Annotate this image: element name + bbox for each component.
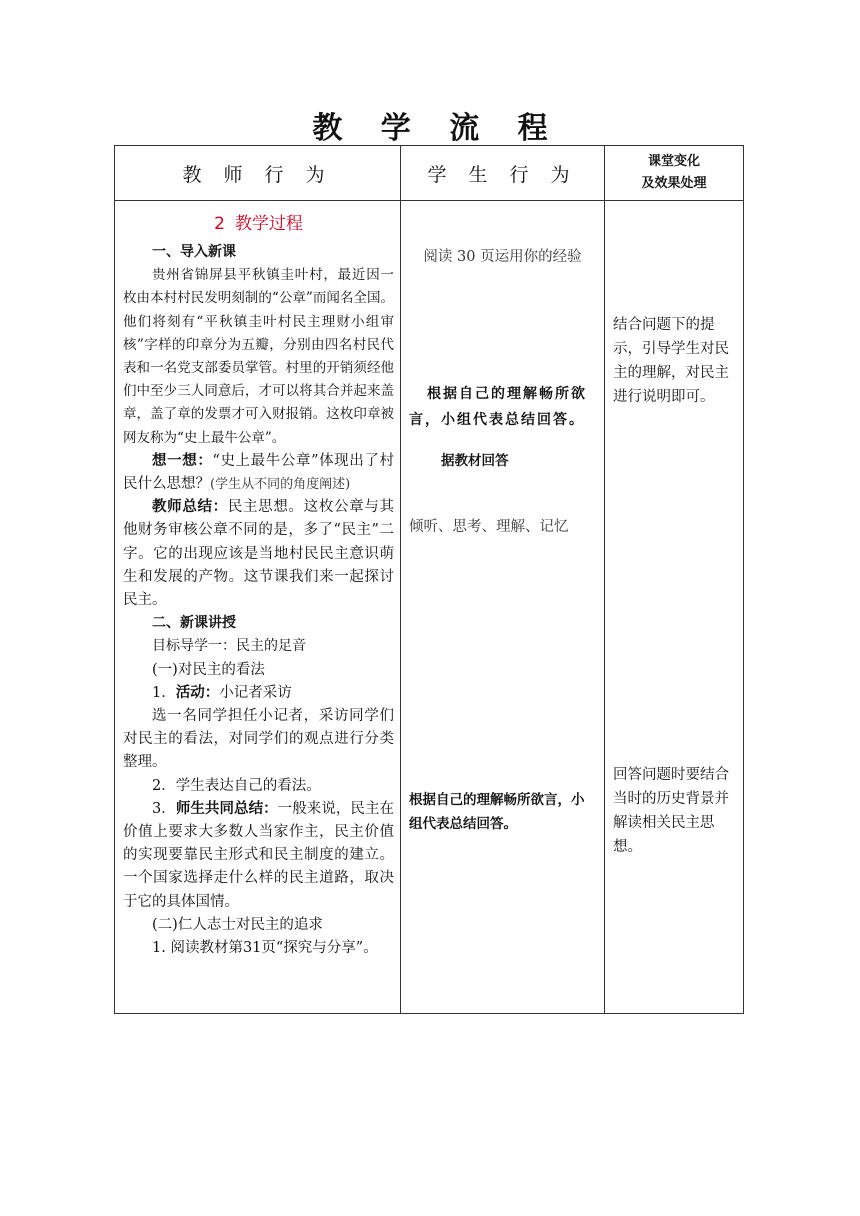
effect-cell xyxy=(605,201,744,1014)
student-group-answer: 根据自己的理解畅所欲言，小组代表总结回答。 xyxy=(409,386,587,428)
think-note: (学生从不同的角度阐述) xyxy=(210,477,351,493)
read-textbook-line: 1. 阅读教材第31页“探究与分享”。 xyxy=(152,940,378,957)
summary-text: 民主思想。这枚公章与其他财务审核公章不同的是，多了“民主”二字。它的出现应该是当地村民民主意识萌生和发展的产物。这节课我们来一起探讨民主。 xyxy=(123,499,395,609)
student-listening: 倾听、思考、理解、记忆 xyxy=(409,519,569,535)
step3-text: 一般来说，民主在价值上要求大多数人当家作主，民主价值的实现要靠民主形式和民主制度的建立。一个国家选择走什么样的民主道路，取决于它的具体国情。 xyxy=(123,800,395,910)
step-3 xyxy=(123,798,394,914)
activity-text: 小记者采访 xyxy=(219,684,292,701)
student-behavior-cell xyxy=(401,201,605,1014)
think-paragraph xyxy=(123,450,394,496)
section-number: 2 xyxy=(214,214,225,234)
think-label: 想一想： xyxy=(152,452,213,469)
section-title-text: 教学过程 xyxy=(234,214,303,234)
page-title: 教 学 流 程 xyxy=(312,111,562,146)
activity-description: 选一名同学担任小记者，采访同学们对民主的看法，对同学们的观点进行分类整理。 xyxy=(123,708,394,771)
activity-label: 活动： xyxy=(175,684,220,701)
header-teacher-behavior: 教 师 行 为 xyxy=(115,146,401,201)
header-effect-line1: 课堂变化 xyxy=(647,154,700,169)
new-lesson-heading: 二、新课讲授 xyxy=(152,615,236,632)
think-text: “史上最牛公章”体现出了村民什么思想？ xyxy=(123,452,395,493)
teacher-behavior-cell xyxy=(115,201,401,1014)
effect-note-1: 结合问题下的提示，引导学生对民主的理解，对民主进行说明即可。 xyxy=(613,317,729,405)
section-title xyxy=(123,211,394,237)
summary-label: 教师总结： xyxy=(152,499,228,516)
subsection-1: (一)对民主的看法 xyxy=(152,661,265,678)
intro-heading: 一、导入新课 xyxy=(152,244,236,260)
subsection-2: (二)仁人志士对民主的追求 xyxy=(152,916,323,933)
header-effect-line2: 及效果处理 xyxy=(641,176,707,191)
intro-story: 贵州省锦屏县平秋镇圭叶村，最近因一枚由本村村民发明刻制的“公章”而闻名全国。他们将刻有“平秋镇圭叶村民主理财小组审核”字样的印章分为五瓣，分别由四名村民代表和一名党支部委员掌管。村里的开销须经他们中至少三人同意后，才可以将其合并起来盖章，盖了章的发票才可入财报销。这枚印章被网友称为“史上最牛公章”。 xyxy=(123,267,394,446)
step-2: 2．学生表达自己的看法。 xyxy=(152,777,321,794)
effect-note-2: 回答问题时要结合当时的历史背景并解读相关民主思想。 xyxy=(613,767,729,855)
student-reading-task: 阅读 30 页运用你的经验 xyxy=(423,249,582,265)
table-body-row xyxy=(115,201,744,1014)
goal-heading: 目标导学一：民主的足音 xyxy=(152,638,306,655)
student-textbook-answer: 据教材回答 xyxy=(441,453,509,469)
step3-number: 3． xyxy=(152,800,176,817)
summary-paragraph xyxy=(123,496,394,612)
student-group-answer-2: 根据自己的理解畅所欲言，小组代表总结回答。 xyxy=(409,792,585,832)
activity-line xyxy=(123,682,394,705)
lesson-flow-table xyxy=(114,145,744,1014)
activity-number: 1． xyxy=(152,684,176,701)
step3-label: 师生共同总结： xyxy=(175,800,278,817)
header-student-behavior: 学 生 行 为 xyxy=(401,146,605,201)
table-header-row xyxy=(115,146,744,201)
header-effect xyxy=(605,146,744,201)
